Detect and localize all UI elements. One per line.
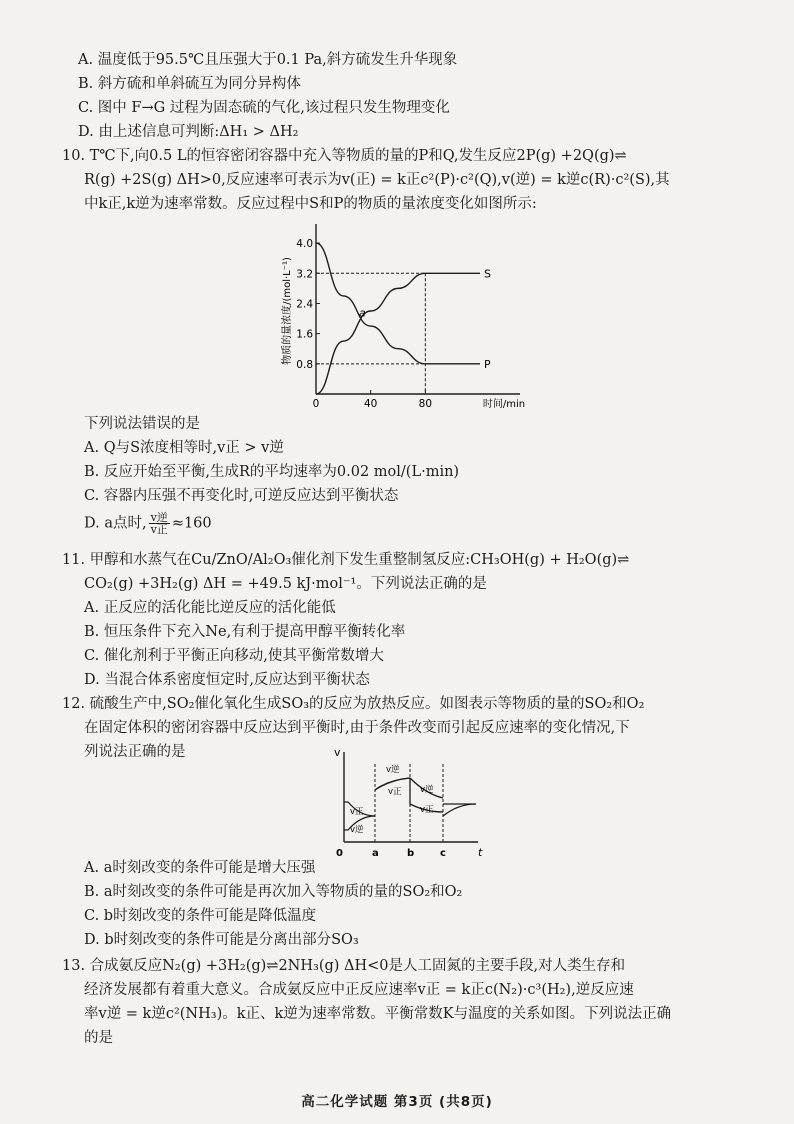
y-axis-label: 物质的量浓度/(mol·L⁻¹): [282, 257, 293, 365]
rate-time-graph: [328, 742, 488, 860]
rate-ratio-fraction: [149, 512, 170, 535]
y-tick-label: 2.4: [296, 298, 313, 311]
concentration-time-chart: [268, 218, 528, 414]
series-label-S: S: [484, 267, 491, 281]
q12-stem-line-3: 列说法正确的是: [84, 744, 186, 760]
q12-option-c: C. b时刻改变的条件可能是降低温度: [84, 908, 317, 924]
q10-option-c: C. 容器内压强不再变化时,可逆反应达到平衡状态: [84, 488, 399, 504]
graph-tick-a: a: [372, 848, 379, 859]
graph-y-label: v: [334, 746, 341, 759]
q11-stem-line-2: CO₂(g) +3H₂(g) ΔH = +49.5 kJ·mol⁻¹。下列说法正确的是: [84, 576, 487, 592]
x-tick-label: 0: [312, 398, 320, 410]
x-tick-label: 40: [363, 398, 378, 410]
y-tick-label: 4.0: [296, 238, 313, 251]
q13-stem-line-3: 率v逆 = k逆c²(NH₃)。k正、k逆为速率常数。平衡常数K与温度的关系如图。下列说法正确: [84, 1006, 672, 1022]
q11-option-c: C. 催化剂利于平衡正向移动,使其平衡常数增大: [84, 648, 384, 664]
graph-tick-b: b: [407, 848, 415, 859]
q10-option-b: B. 反应开始至平衡,生成R的平均速率为0.02 mol/(L·min): [84, 464, 460, 480]
q10-option-d-prefix: D. a点时,: [84, 515, 147, 532]
q10-stem-line-3: 中k正,k逆为速率常数。反应过程中S和P的物质的量浓度变化如图所示:: [84, 196, 537, 212]
graph-curve-label-3: v逆: [386, 765, 400, 775]
graph-curve-label-1: v正: [350, 807, 364, 817]
q9-option-a: A. 温度低于95.5℃且压强大于0.1 Pa,斜方硫发生升华现象: [78, 52, 458, 68]
series-line-S: [316, 273, 480, 394]
x-tick-label: 80: [418, 398, 433, 410]
graph-origin-label: 0: [336, 848, 343, 859]
q10-stem-line-2: R(g) +2S(g) ΔH>0,反应速率可表示为v(正) = k正c²(P)·c²(Q),v(逆) = k逆c(R)·c²(S),其: [84, 172, 670, 188]
q10-stem-line-1: 10. T℃下,向0.5 L的恒容密闭容器中充入等物质的量的P和Q,发生反应2P(g) +2Q(g)⇌: [62, 148, 627, 164]
q12-stem-line-2: 在固定体积的密闭容器中反应达到平衡时,由于条件改变而引起反应速率的变化情况,下: [84, 720, 630, 736]
point-a-annotation: a: [359, 306, 366, 320]
graph-time-dividers: [375, 764, 443, 842]
x-axis-label: 时间/min: [482, 399, 526, 410]
q12-option-d: D. b时刻改变的条件可能是分离出部分SO₃: [84, 932, 359, 948]
graph-curve-label-4: v正: [388, 787, 402, 797]
q9-option-d: D. 由上述信息可判断:ΔH₁ > ΔH₂: [78, 124, 299, 140]
series-label-P: P: [484, 357, 491, 371]
graph-x-label: t: [478, 846, 483, 859]
q12-option-b: B. a时刻改变的条件可能是再次加入等物质的量的SO₂和O₂: [84, 884, 463, 900]
q11-option-d: D. 当混合体系密度恒定时,反应达到平衡状态: [84, 672, 370, 688]
q11-stem-line-1: 11. 甲醇和水蒸气在Cu/ZnO/Al₂O₃催化剂下发生重整制氢反应:CH₃OH(g) + H₂O(g)⇌: [62, 552, 630, 568]
y-tick-label: 1.6: [296, 328, 313, 341]
q10-option-d-suffix: ≈160: [171, 515, 212, 532]
y-tick-label: 0.8: [296, 358, 313, 371]
q11-option-a: A. 正反应的活化能比逆反应的活化能低: [84, 600, 336, 616]
graph-tick-c: c: [440, 848, 446, 859]
q10-option-d: [84, 512, 212, 535]
series-line-P: [316, 243, 480, 364]
q13-stem-line-2: 经济发展都有着重大意义。合成氨反应中正反应速率v正 = k正c(N₂)·c³(H₂),逆反应速: [84, 982, 634, 998]
fraction-denominator: v正: [150, 523, 168, 536]
fraction-numerator: v逆: [150, 511, 168, 524]
q13-stem-line-1: 13. 合成氨反应N₂(g) +3H₂(g)⇌2NH₃(g) ΔH<0是人工固氮的主要手段,对人类生存和: [62, 958, 626, 974]
q9-option-b: B. 斜方硫和单斜硫互为同分异构体: [78, 76, 301, 92]
graph-curve-label-6: v正: [420, 805, 434, 815]
q13-stem-line-4: 的是: [84, 1030, 113, 1046]
y-tick-label: 3.2: [296, 268, 313, 281]
q11-option-b: B. 恒压条件下充入Ne,有利于提高甲醇平衡转化率: [84, 624, 406, 640]
graph-rate-curves: [344, 778, 476, 830]
q12-option-a: A. a时刻改变的条件可能是增大压强: [84, 860, 316, 876]
q10-option-a: A. Q与S浓度相等时,v正 > v逆: [84, 440, 284, 456]
q10-prompt: 下列说法错误的是: [84, 416, 200, 432]
graph-curve-label-2: v逆: [350, 825, 364, 835]
q12-stem-line-1: 12. 硫酸生产中,SO₂催化氧化生成SO₃的反应为放热反应。如图表示等物质的量的SO₂和O₂: [62, 696, 645, 712]
graph-curve-label-5: v逆: [420, 785, 434, 795]
q9-option-c: C. 图中 F→G 过程为固态硫的气化,该过程只发生物理变化: [78, 100, 450, 116]
page-footer: 高二化学试题 第3页 (共8页): [301, 1094, 493, 1110]
